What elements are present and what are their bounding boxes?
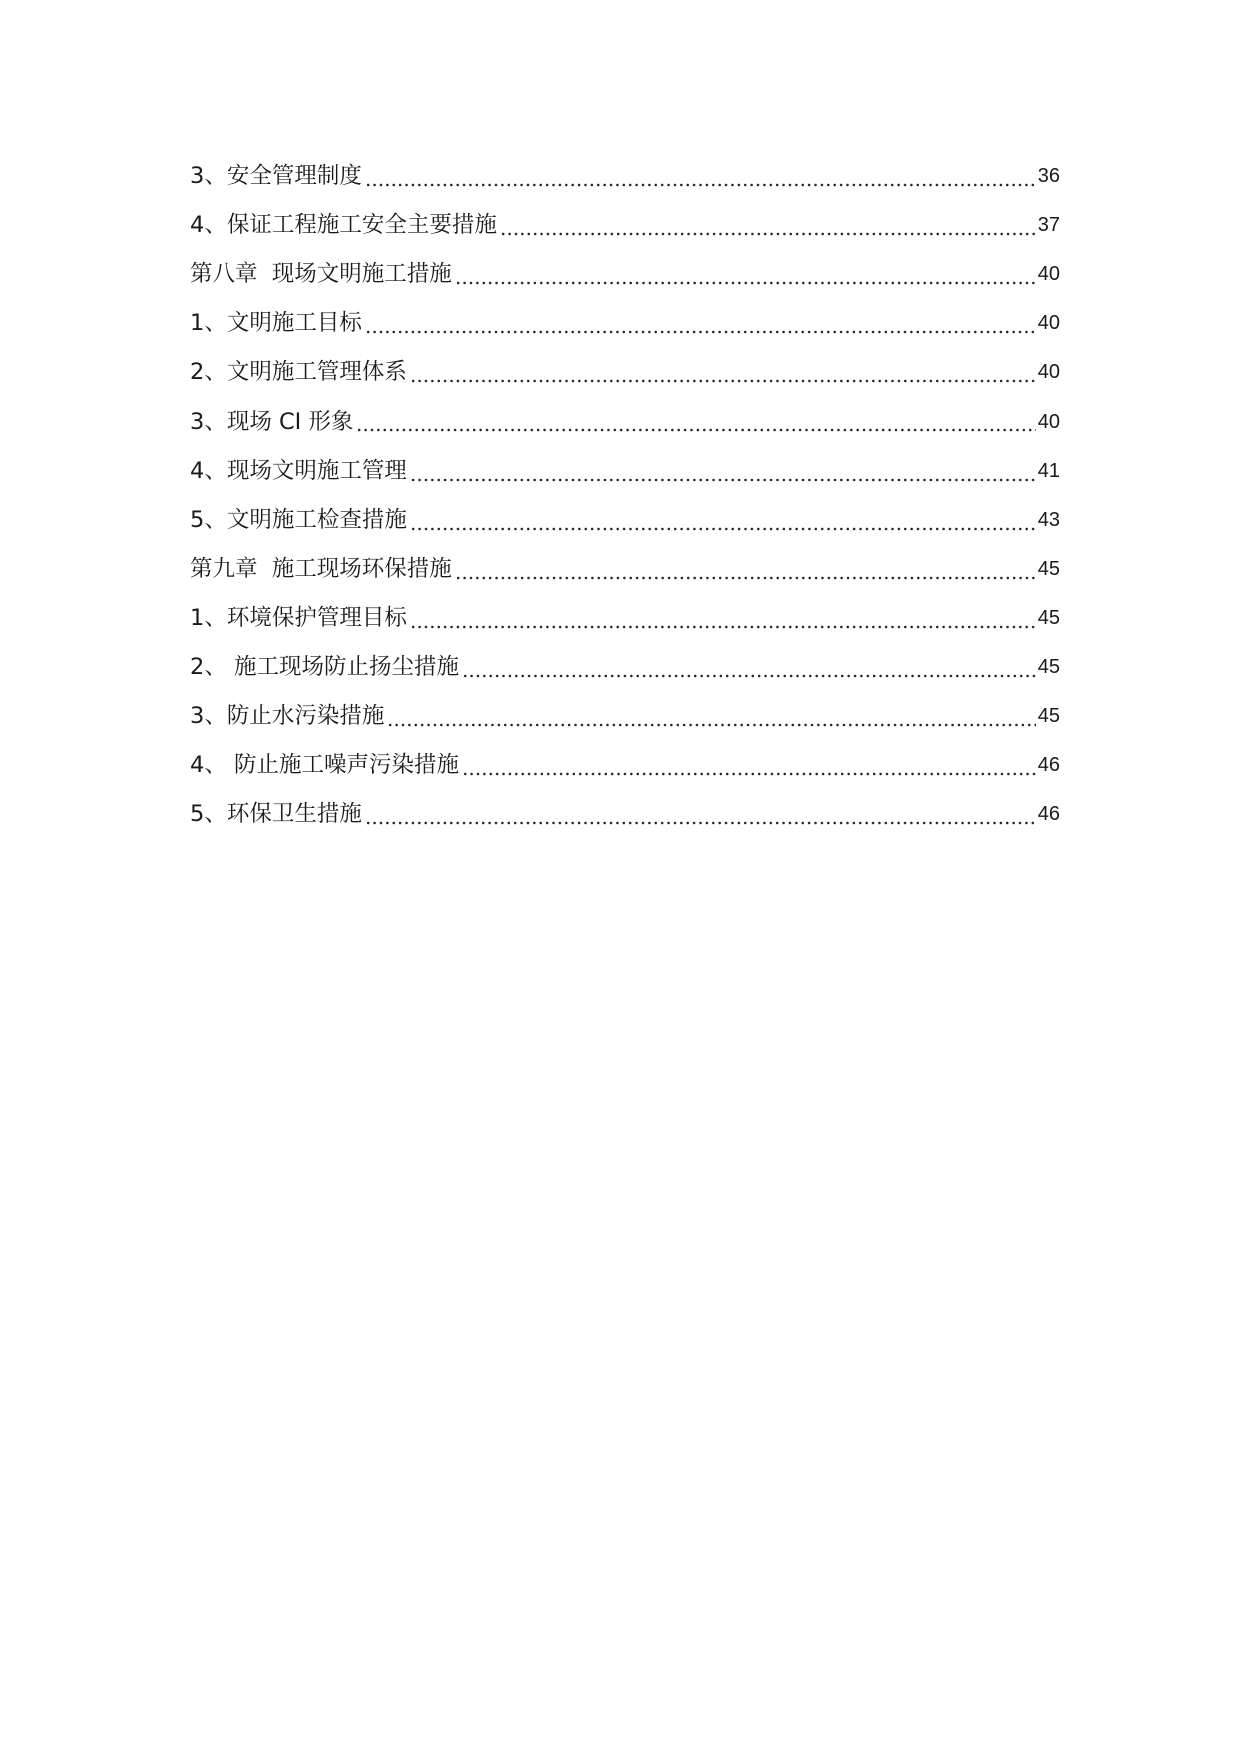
toc-dot-leader	[356, 397, 1035, 446]
toc-entry-page-number: 40	[1037, 312, 1060, 335]
toc-entry-page-number: 45	[1037, 606, 1060, 629]
toc-entry-page-number: 46	[1037, 803, 1060, 826]
toc-entry	[190, 201, 1060, 250]
toc-chapter-title: 第九章 施工现场环保措施	[190, 555, 452, 582]
toc-entry-page-number: 37	[1037, 214, 1060, 237]
toc-dot-leader	[462, 741, 1036, 790]
toc-chapter-entry	[190, 545, 1060, 594]
toc-entry-title: 5、文明施工检查措施	[190, 506, 407, 533]
toc-entry-page-number: 43	[1037, 508, 1060, 531]
toc-entry-title: 4、 防止施工噪声污染措施	[190, 752, 459, 779]
toc-entry-title: 3、现场 CI 形象	[190, 408, 354, 435]
toc-dot-leader	[410, 594, 1036, 643]
toc-dot-leader	[387, 692, 1035, 741]
toc-dot-leader	[455, 545, 1036, 594]
toc-entry-page-number: 46	[1037, 754, 1060, 777]
toc-entry	[190, 348, 1060, 397]
toc-entry-title: 5、环保卫生措施	[190, 801, 362, 828]
toc-dot-leader	[500, 201, 1036, 250]
toc-entry-title: 2、文明施工管理体系	[190, 359, 407, 386]
toc-entry	[190, 496, 1060, 545]
toc-dot-leader	[365, 299, 1036, 348]
toc-entry-page-number: 41	[1037, 459, 1060, 482]
toc-dot-leader	[365, 152, 1036, 201]
toc-entry-title: 2、 施工现场防止扬尘措施	[190, 653, 459, 680]
toc-entry	[190, 741, 1060, 790]
toc-entry-page-number: 40	[1037, 361, 1060, 384]
toc-chapter-entry	[190, 250, 1060, 299]
toc-entry-page-number: 45	[1037, 655, 1060, 678]
toc-entry	[190, 152, 1060, 201]
toc-dot-leader	[462, 643, 1036, 692]
toc-entry-title: 3、防止水污染措施	[190, 703, 385, 730]
toc-entry	[190, 397, 1060, 446]
toc-dot-leader	[365, 790, 1036, 839]
toc-entry	[190, 299, 1060, 348]
toc-entry-title: 3、安全管理制度	[190, 163, 362, 190]
toc-entry	[190, 447, 1060, 496]
toc-entry-title: 4、保证工程施工安全主要措施	[190, 212, 497, 239]
toc-entry-page-number: 45	[1037, 557, 1060, 580]
toc-entry	[190, 692, 1060, 741]
toc-entry	[190, 643, 1060, 692]
toc-entry-page-number: 40	[1037, 263, 1060, 286]
toc-entry-page-number: 40	[1037, 410, 1060, 433]
toc-dot-leader	[455, 250, 1036, 299]
toc-entry-title: 1、文明施工目标	[190, 310, 362, 337]
toc-dot-leader	[410, 348, 1036, 397]
toc-entry-page-number: 45	[1037, 705, 1060, 728]
toc-entry	[190, 790, 1060, 839]
toc-entry	[190, 594, 1060, 643]
toc-entry-title: 4、现场文明施工管理	[190, 457, 407, 484]
table-of-contents	[190, 152, 1060, 839]
toc-entry-page-number: 36	[1037, 165, 1060, 188]
toc-chapter-title: 第八章 现场文明施工措施	[190, 261, 452, 288]
toc-entry-title: 1、环境保护管理目标	[190, 604, 407, 631]
toc-dot-leader	[410, 496, 1036, 545]
toc-dot-leader	[410, 447, 1036, 496]
